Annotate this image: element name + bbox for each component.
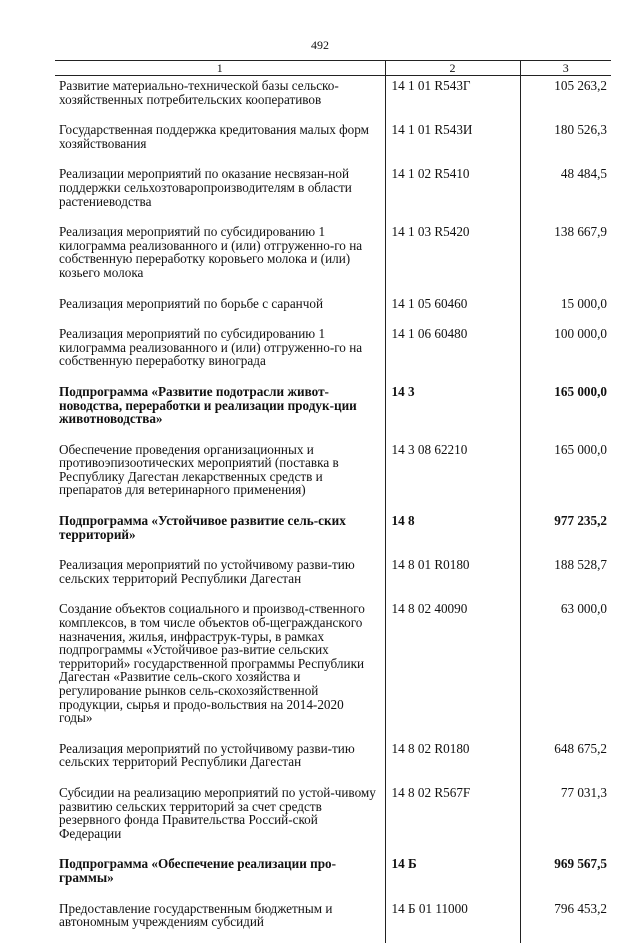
table-row bbox=[55, 222, 611, 293]
table-row bbox=[55, 854, 611, 898]
table-row bbox=[55, 324, 611, 382]
table-row bbox=[55, 76, 611, 121]
row-code-cell: 14 1 03 R5420 bbox=[385, 222, 520, 293]
row-code-cell: 14 1 01 R543И bbox=[385, 120, 520, 164]
row-code-cell: 14 1 02 R5410 bbox=[385, 164, 520, 222]
row-code-cell: 14 8 bbox=[385, 511, 520, 555]
row-amount-cell: 165 000,0 bbox=[554, 383, 607, 399]
row-code-cell: 14 1 06 60480 bbox=[385, 324, 520, 382]
table-row bbox=[55, 382, 611, 440]
row-code-cell: 14 1 01 R543Г bbox=[385, 76, 520, 121]
row-amount-cell: 977 235,2 bbox=[554, 513, 607, 529]
row-name-cell: Реализация мероприятий по субсидированию 1 килограмма реализованного и (или) отгруженно-го на собственную переработку винограда bbox=[55, 324, 385, 382]
row-amount-cell: 969 567,5 bbox=[554, 856, 607, 872]
row-name-cell: Подпрограмма «Обеспечение реализации про-граммы» bbox=[55, 854, 385, 898]
row-name-cell: Создание объектов социального и производ-ственного комплексов, в том числе объектов об-щегражданского назначения, жилья, инфраструк-туры, в рамках подпрограммы «Устойчивое раз-витие сельских территорий» государственной программы Республики Дагестан «Развитие сель-ского хозяйства и регулирование рынков сель-скохозяйственной продукции, сырья и продо-вольствия на 2014-2020 годы» bbox=[55, 599, 385, 738]
table-row bbox=[55, 555, 611, 599]
row-code-cell: 14 3 08 62210 bbox=[385, 440, 520, 511]
row-code-cell: 14 8 02 R567F bbox=[385, 783, 520, 854]
row-name-cell: Развитие материально-технической базы сельско-хозяйственных потребительских кооперативов bbox=[55, 76, 385, 121]
row-code-cell: 14 8 02 40090 bbox=[385, 599, 520, 738]
row-name-cell: Реализация мероприятий по борьбе с саранчой bbox=[55, 294, 385, 325]
column-header-1: 1 bbox=[55, 61, 385, 76]
row-name-cell: Субсидии на реализацию мероприятий по устой-чивому развитию сельских территорий за счет средств резервного фонда Правительства Россий-ской Федерации bbox=[55, 783, 385, 854]
row-amount-cell: 63 000,0 bbox=[560, 601, 607, 617]
row-name-cell: Реализация мероприятий по устойчивому разви-тию сельских территорий Республики Дагестан bbox=[55, 555, 385, 599]
row-amount-cell: 100 000,0 bbox=[554, 326, 607, 342]
row-code-cell: 14 8 02 R0180 bbox=[385, 739, 520, 783]
row-amount-cell: 77 031,3 bbox=[560, 784, 607, 800]
row-amount-cell: 138 667,9 bbox=[554, 224, 607, 240]
row-name-cell: Подпрограмма «Устойчивое развитие сель-ских территорий» bbox=[55, 511, 385, 555]
row-name-cell: Предоставление государственным бюджетным и автономным учреждениям субсидий bbox=[55, 899, 385, 943]
row-amount-cell: 105 263,2 bbox=[554, 78, 607, 93]
table-row bbox=[55, 120, 611, 164]
row-name-cell: Реализации мероприятий по оказание несвязан-ной поддержки сельхозтоваропроизводителям в области растениеводства bbox=[55, 164, 385, 222]
row-amount-cell: 48 484,5 bbox=[560, 166, 607, 182]
row-name-cell: Государственная поддержка кредитования малых форм хозяйствования bbox=[55, 120, 385, 164]
table-row bbox=[55, 783, 611, 854]
row-amount-cell: 165 000,0 bbox=[554, 441, 607, 457]
row-amount-cell: 15 000,0 bbox=[560, 295, 607, 311]
table-row bbox=[55, 164, 611, 222]
table-row bbox=[55, 440, 611, 511]
row-amount-cell: 796 453,2 bbox=[554, 900, 607, 916]
row-amount-cell: 180 526,3 bbox=[554, 122, 607, 138]
table-row bbox=[55, 599, 611, 738]
row-code-cell: 14 1 05 60460 bbox=[385, 294, 520, 325]
table-header-row bbox=[55, 61, 611, 76]
row-code-cell: 14 3 bbox=[385, 382, 520, 440]
row-name-cell: Реализация мероприятий по устойчивому разви-тию сельских территорий Республики Дагестан bbox=[55, 739, 385, 783]
table-row bbox=[55, 294, 611, 325]
row-code-cell: 14 8 01 R0180 bbox=[385, 555, 520, 599]
column-header-2: 2 bbox=[385, 61, 520, 76]
column-header-3: 3 bbox=[520, 61, 611, 76]
row-amount-cell: 188 528,7 bbox=[554, 557, 607, 573]
table-row bbox=[55, 899, 611, 943]
row-name-cell: Подпрограмма «Развитие подотрасли живот-новодства, переработки и реализации продук-ции животноводства» bbox=[55, 382, 385, 440]
row-name-cell: Реализация мероприятий по субсидированию 1 килограмма реализованного и (или) отгруженно-го на собственную переработку коровьего молока и (или) козьего молока bbox=[55, 222, 385, 293]
budget-table bbox=[55, 60, 611, 943]
row-amount-cell: 648 675,2 bbox=[554, 740, 607, 756]
table-row bbox=[55, 739, 611, 783]
row-name-cell: Обеспечение проведения организационных и противоэпизоотических мероприятий (поставка в Республику Дагестан лекарственных средств и препаратов для ветеринарного применения) bbox=[55, 440, 385, 511]
table-row bbox=[55, 511, 611, 555]
row-code-cell: 14 Б 01 11000 bbox=[385, 899, 520, 943]
row-code-cell: 14 Б bbox=[385, 854, 520, 898]
page-number: 492 bbox=[311, 38, 329, 52]
